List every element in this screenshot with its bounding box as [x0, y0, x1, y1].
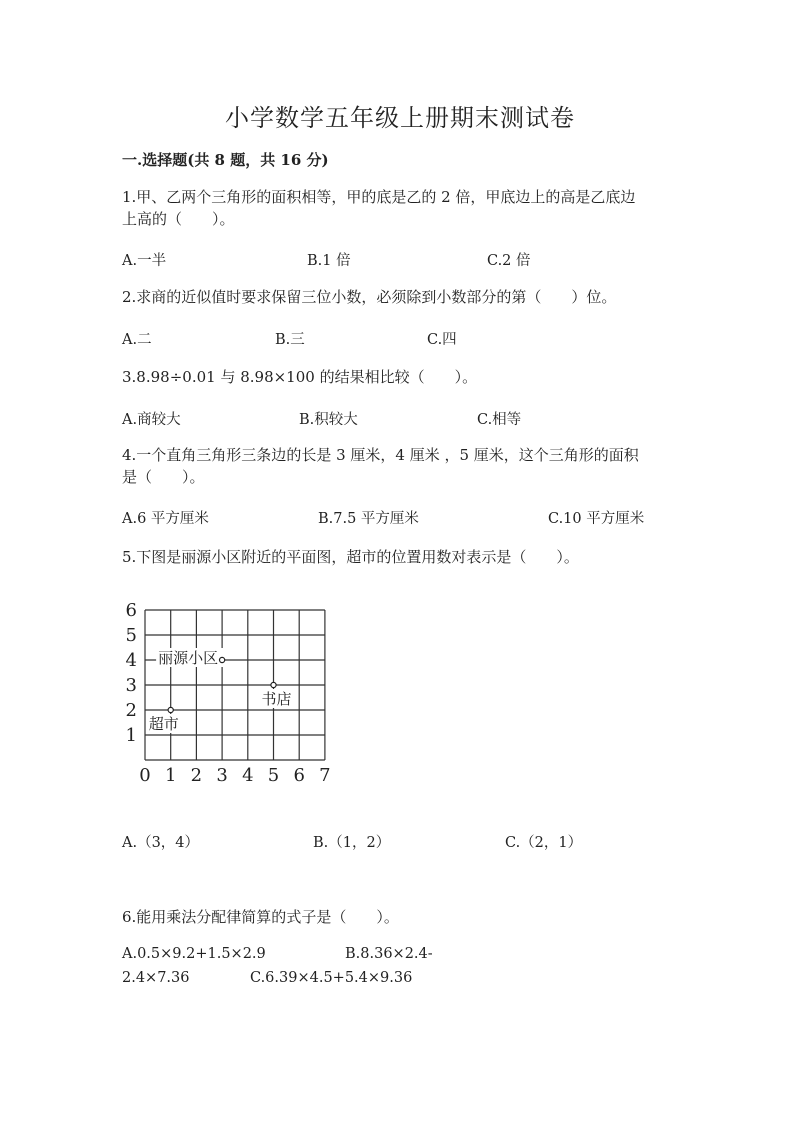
- question-6-option-b[interactable]: B.8.36×2.4-: [345, 946, 433, 962]
- question-6-option-a[interactable]: A.0.5×9.2+1.5×2.9: [122, 946, 266, 962]
- question-1-line-2: 上高的（ ）。: [122, 210, 235, 228]
- y-tick-label: 4: [125, 650, 137, 671]
- question-4: [122, 444, 639, 488]
- question-3: [122, 366, 477, 388]
- location-grid-figure: [120, 600, 340, 795]
- question-6: [122, 906, 399, 928]
- x-tick-label: 3: [216, 765, 228, 786]
- question-3-option-b[interactable]: B.积较大: [299, 412, 358, 428]
- x-tick-label: 7: [319, 765, 331, 786]
- question-2: [122, 286, 616, 308]
- y-tick-label: 1: [125, 725, 137, 746]
- question-1-option-a[interactable]: A.一半: [122, 253, 167, 269]
- question-6-option-c[interactable]: C.6.39×4.5+5.4×9.36: [250, 970, 413, 986]
- place-marker: [271, 682, 276, 687]
- y-tick-label: 3: [125, 675, 137, 696]
- place-label: 超市: [148, 715, 179, 733]
- question-3-line-1: 3.8.98÷0.01 与 8.98×100 的结果相比较（ ）。: [122, 368, 478, 386]
- x-tick-label: 6: [293, 765, 305, 786]
- place-marker: [220, 657, 225, 662]
- location-grid: [120, 600, 340, 795]
- question-2-option-c[interactable]: C.四: [427, 332, 457, 348]
- question-6-line-1: 6.能用乘法分配律简算的式子是（ ）。: [122, 908, 399, 926]
- question-2-line-1: 2.求商的近似值时要求保留三位小数，必须除到小数部分的第（ ）位。: [122, 288, 617, 306]
- question-1-option-b[interactable]: B.1 倍: [307, 253, 351, 269]
- question-5-line-1: 5.下图是丽源小区附近的平面图，超市的位置用数对表示是（ ）。: [122, 548, 579, 566]
- question-4-option-a[interactable]: A.6 平方厘米: [122, 511, 209, 527]
- question-1-option-c[interactable]: C.2 倍: [487, 253, 531, 269]
- place-label: 丽源小区: [158, 649, 219, 667]
- place-label: 书店: [261, 690, 292, 708]
- question-4-option-b[interactable]: B.7.5 平方厘米: [318, 511, 419, 527]
- x-tick-label: 5: [267, 765, 280, 786]
- question-2-option-b[interactable]: B.三: [275, 332, 305, 348]
- question-3-option-c[interactable]: C.相等: [477, 412, 522, 428]
- question-5: [122, 546, 579, 568]
- question-5-option-a[interactable]: A.（3，4）: [122, 835, 200, 851]
- question-4-option-c[interactable]: C.10 平方厘米: [548, 511, 645, 527]
- question-5-option-c[interactable]: C.（2，1）: [505, 835, 583, 851]
- question-6-option-b-continued: 2.4×7.36: [122, 970, 190, 986]
- question-3-option-a[interactable]: A.商较大: [122, 412, 181, 428]
- question-1-line-1: 1.甲、乙两个三角形的面积相等，甲的底是乙的 2 倍，甲底边上的高是乙底边: [122, 188, 636, 206]
- x-tick-label: 4: [242, 765, 254, 786]
- y-tick-label: 6: [125, 600, 137, 621]
- question-4-line-1: 4.一个直角三角形三条边的长是 3 厘米，4 厘米 ，5 厘米，这个三角形的面积: [122, 446, 639, 464]
- x-tick-label: 2: [190, 765, 203, 786]
- x-tick-label: 0: [139, 765, 151, 786]
- question-4-line-2: 是（ ）。: [122, 468, 205, 486]
- y-tick-label: 2: [125, 700, 137, 721]
- question-5-option-b[interactable]: B.（1，2）: [313, 835, 391, 851]
- question-2-option-a[interactable]: A.二: [122, 332, 152, 348]
- x-tick-label: 1: [164, 765, 177, 786]
- y-tick-label: 5: [125, 625, 137, 646]
- section-heading: 一.选择题(共 8 题，共 16 分): [122, 151, 329, 169]
- page-title: 小学数学五年级上册期末测试卷: [225, 104, 575, 132]
- place-marker: [168, 707, 173, 712]
- question-1: [122, 186, 635, 230]
